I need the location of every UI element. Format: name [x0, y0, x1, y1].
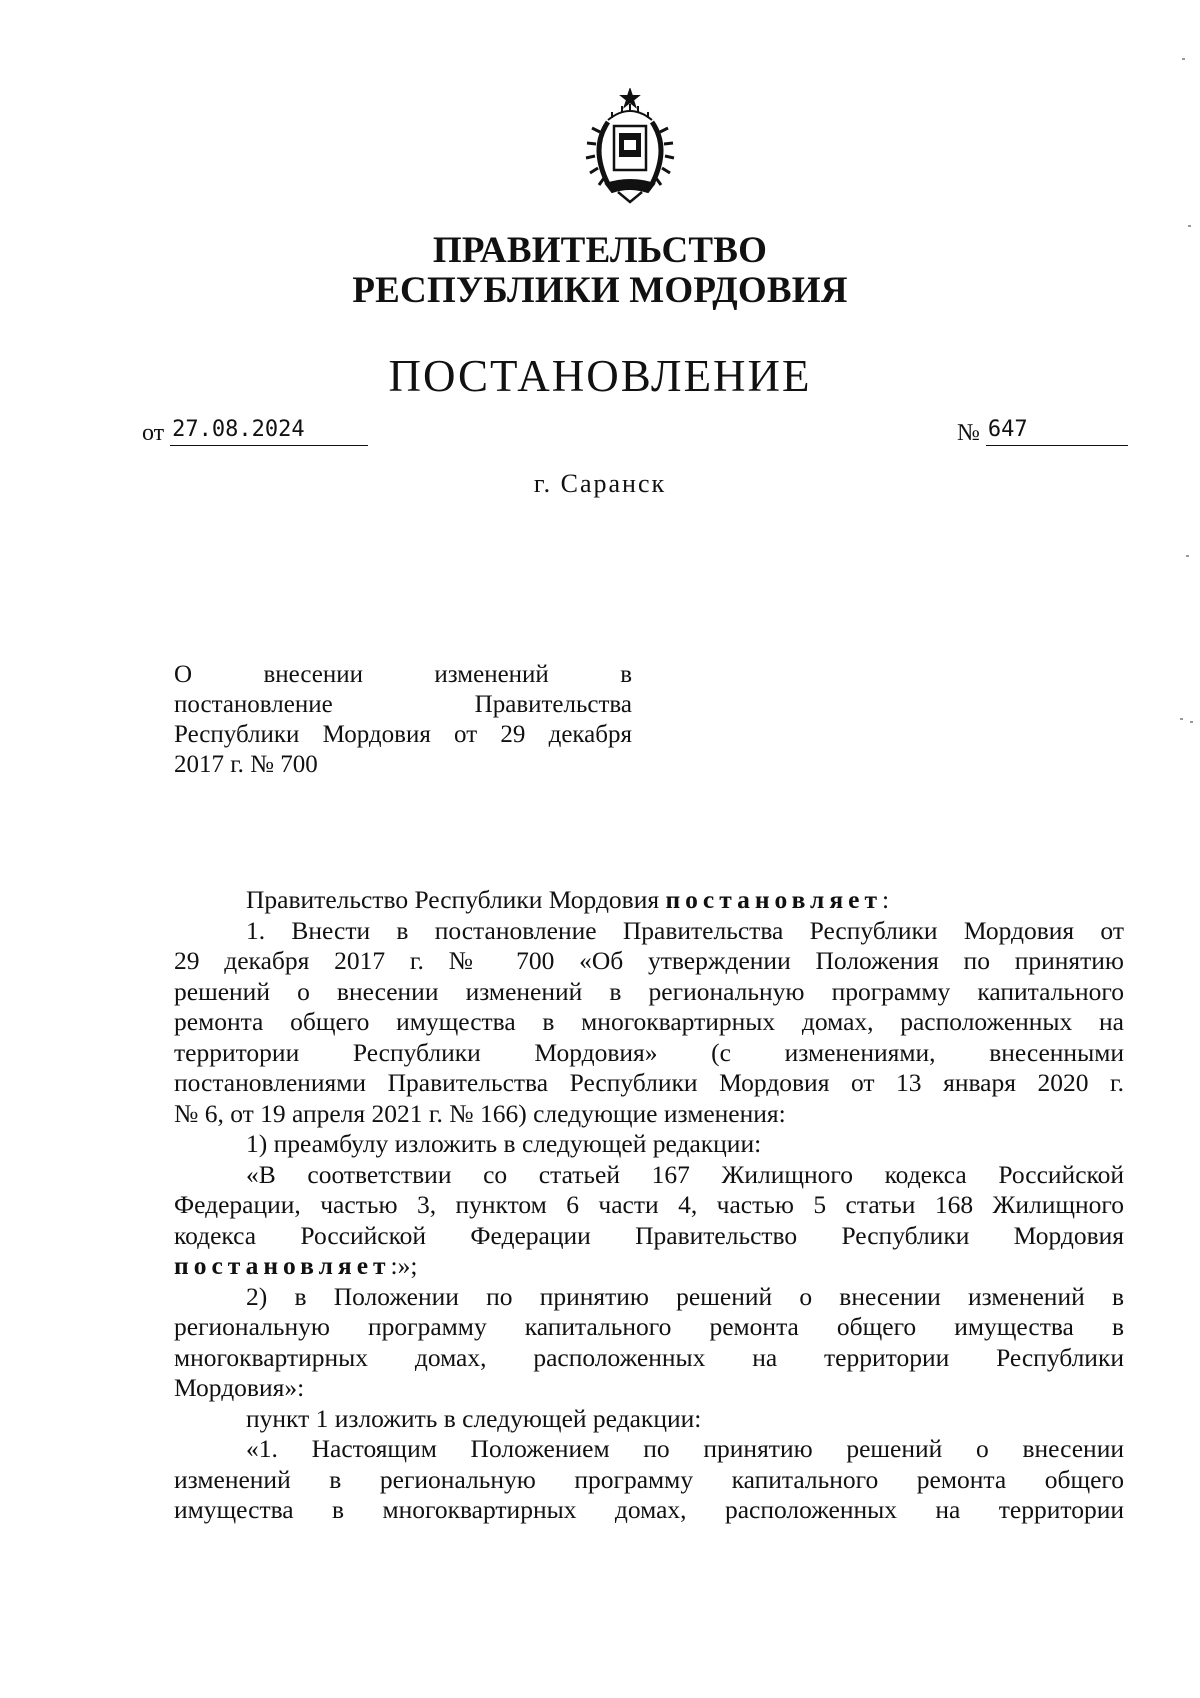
- org-name-line2: РЕСПУБЛИКИ МОРДОВИЯ: [352, 270, 848, 311]
- paragraph-line: Федерации, частью 3, пунктом 6 части 4, частью 5 статьи 168 Жилищного: [174, 1190, 1124, 1219]
- paragraph-line: «1. Настоящим Положением по принятию решений о внесении: [246, 1434, 1124, 1463]
- coat-of-arms-icon: [578, 88, 682, 208]
- org-name-line1: ПРАВИТЕЛЬСТВО: [432, 230, 768, 271]
- number-value: 647: [986, 415, 1128, 446]
- decree-word: постановляет: [174, 1251, 391, 1280]
- paragraph-line: постановлениями Правительства Республики Мордовия от 13 января 2020 г.: [174, 1068, 1124, 1097]
- paragraph-line: ремонта общего имущества в многоквартирных домах, расположенных на: [174, 1007, 1124, 1036]
- subject-line: О внесении изменений в: [174, 661, 632, 688]
- paragraph-line: 1. Внести в постановление Правительства Республики Мордовия от: [246, 915, 1124, 945]
- date-value: 27.08.2024: [170, 415, 368, 446]
- document-type: ПОСТАНОВЛЕНИЕ: [388, 351, 812, 401]
- paragraph-line: № 6, от 19 апреля 2021 г. № 166) следующие изменения:: [174, 1098, 786, 1128]
- document-subject: [174, 660, 632, 780]
- paragraph-line: решений о внесении изменений в региональную программу капитального: [174, 976, 1124, 1006]
- subject-line: 2017 г. № 700: [174, 751, 318, 778]
- date-prefix: от: [142, 420, 165, 446]
- number-field: [957, 418, 1128, 450]
- paragraph-line: многоквартирных домах, расположенных на территории Республики: [174, 1342, 1124, 1372]
- paragraph-line: кодекса Российской Федерации Правительство Республики Мордовия: [174, 1220, 1124, 1250]
- paragraph-line: [174, 1251, 1124, 1282]
- paragraph-line: пункт 1 изложить в следующей редакции:: [246, 1403, 702, 1433]
- number-prefix: №: [957, 420, 980, 446]
- intro-paragraph: [174, 885, 1124, 916]
- paragraph-line: 2) в Положении по принятию решений о внесении изменений в: [246, 1281, 1124, 1311]
- intro-colon: :: [882, 885, 890, 914]
- scan-specks: [1160, 0, 1200, 1698]
- paragraph-line: 29 декабря 2017 г. № 700 «Об утверждении Положения по принятию: [174, 946, 1124, 975]
- intro-text: Правительство Республики Мордовия: [246, 885, 660, 914]
- subject-line: Республики Мордовия от 29 декабря: [174, 721, 632, 748]
- document-body: [174, 885, 1124, 1526]
- paragraph-line: территории Республики Мордовия» (с изменениями, внесенными: [174, 1037, 1124, 1067]
- paragraph-line: Мордовия»:: [174, 1373, 305, 1402]
- subject-line: постановление Правительства: [174, 691, 632, 718]
- intro-decree-word: постановляет: [665, 885, 883, 914]
- paragraph-line: региональную программу капитального ремонта общего имущества в: [174, 1312, 1124, 1341]
- city: г. Саранск: [533, 469, 667, 498]
- paragraph-line: «В соответствии со статьей 167 Жилищного кодекса Российской: [246, 1159, 1124, 1189]
- paragraph-line: имущества в многоквартирных домах, расположенных на территории: [174, 1495, 1124, 1524]
- paragraph-line: изменений в региональную программу капитального ремонта общего: [174, 1464, 1124, 1494]
- decree-end: :»;: [390, 1251, 418, 1280]
- date-field: [142, 418, 368, 450]
- paragraph-line: 1) преамбулу изложить в следующей редакции:: [246, 1129, 762, 1158]
